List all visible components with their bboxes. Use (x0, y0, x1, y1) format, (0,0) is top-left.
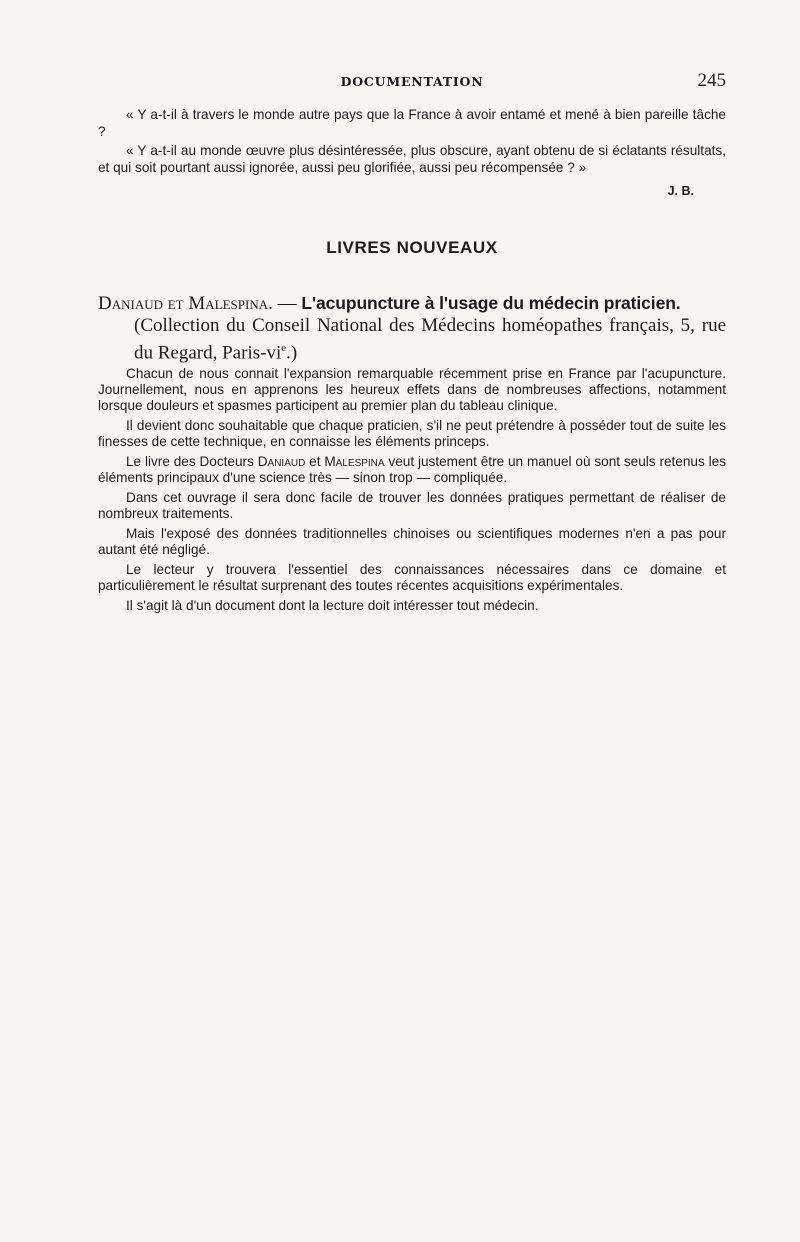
quote-paragraph-2: « Y a-t-il au monde œuvre plus désintéressée, plus obscure, ayant obtenu de si éclatants résultats, et qui soit pourtant aussi ignorée, aussi peu glorifiée, aussi peu récompensée ? » (98, 143, 726, 175)
review-p3-end: veut justement être un manuel où sont seuls retenus les éléments principaux d'une science très — sinon trop — compliquée. (98, 454, 727, 485)
review-paragraph-1: Chacun de nous connait l'expansion remarquable récemment prise en France par l'acupuncture. Journellement, nous en apprenons les heureux effets dans de nombreuses affections, notamment lorsque douleurs et spasmes participent au premier plan du tableau clinique. (98, 366, 726, 413)
review-paragraph-4: Dans cet ouvrage il sera donc facile de trouver les données pratiques permettant de réaliser de nombreux traitements. (98, 490, 726, 521)
review-paragraph-2: Il devient donc souhaitable que chaque praticien, s'il ne peut prétendre à posséder tout de suite les finesses de cette technique, en connaisse les éléments princeps. (98, 418, 726, 449)
book-authors: Daniaud et Malespina (98, 293, 269, 314)
review-paragraph-7: Il s'agit là d'un document dont la lecture doit intéresser tout médecin. (126, 598, 539, 613)
book-citation-line (98, 292, 726, 315)
review-paragraph-3 (98, 454, 726, 486)
quote-paragraph-1: « Y a-t-il à travers le monde autre pays que la France à avoir entamé et mené à bien pareille tâche ? (98, 107, 726, 139)
review-author-name-2: Malespina (324, 454, 385, 469)
book-collection-superscript: e (281, 342, 287, 354)
review-p3-conjunction: et (305, 454, 325, 469)
review-paragraph-6: Le lecteur y trouvera l'essentiel des connaissances nécessaires dans ce domaine et particulièrement le résultat surprenant des toutes récentes acquisitions expérimentales. (98, 562, 726, 593)
section-heading: LIVRES NOUVEAUX (326, 238, 498, 257)
book-collection (98, 315, 726, 364)
quote-block (98, 106, 726, 200)
review-paragraph-5: Mais l'exposé des données traditionnelles chinoises ou scientifiques modernes n'en a pas pour autant été négligé. (98, 526, 726, 557)
quote-signature: J. B. (667, 184, 694, 198)
book-title: L'acupuncture à l'usage du médecin praticien. (301, 293, 681, 313)
running-title: DOCUMENTATION (340, 74, 484, 89)
page-number: 245 (697, 70, 726, 91)
book-entry (98, 292, 726, 364)
book-separator: . — (268, 293, 302, 314)
running-head (98, 70, 726, 94)
book-collection-end: .) (286, 342, 298, 364)
book-review (98, 366, 726, 618)
review-author-name-1: Daniaud (257, 454, 306, 469)
review-p3-start: Le livre des Docteurs (126, 454, 258, 469)
book-collection-text: (Collection du Conseil National des Médecins homéopathes français, 5, rue du Regard, Paris-vi (134, 315, 726, 364)
